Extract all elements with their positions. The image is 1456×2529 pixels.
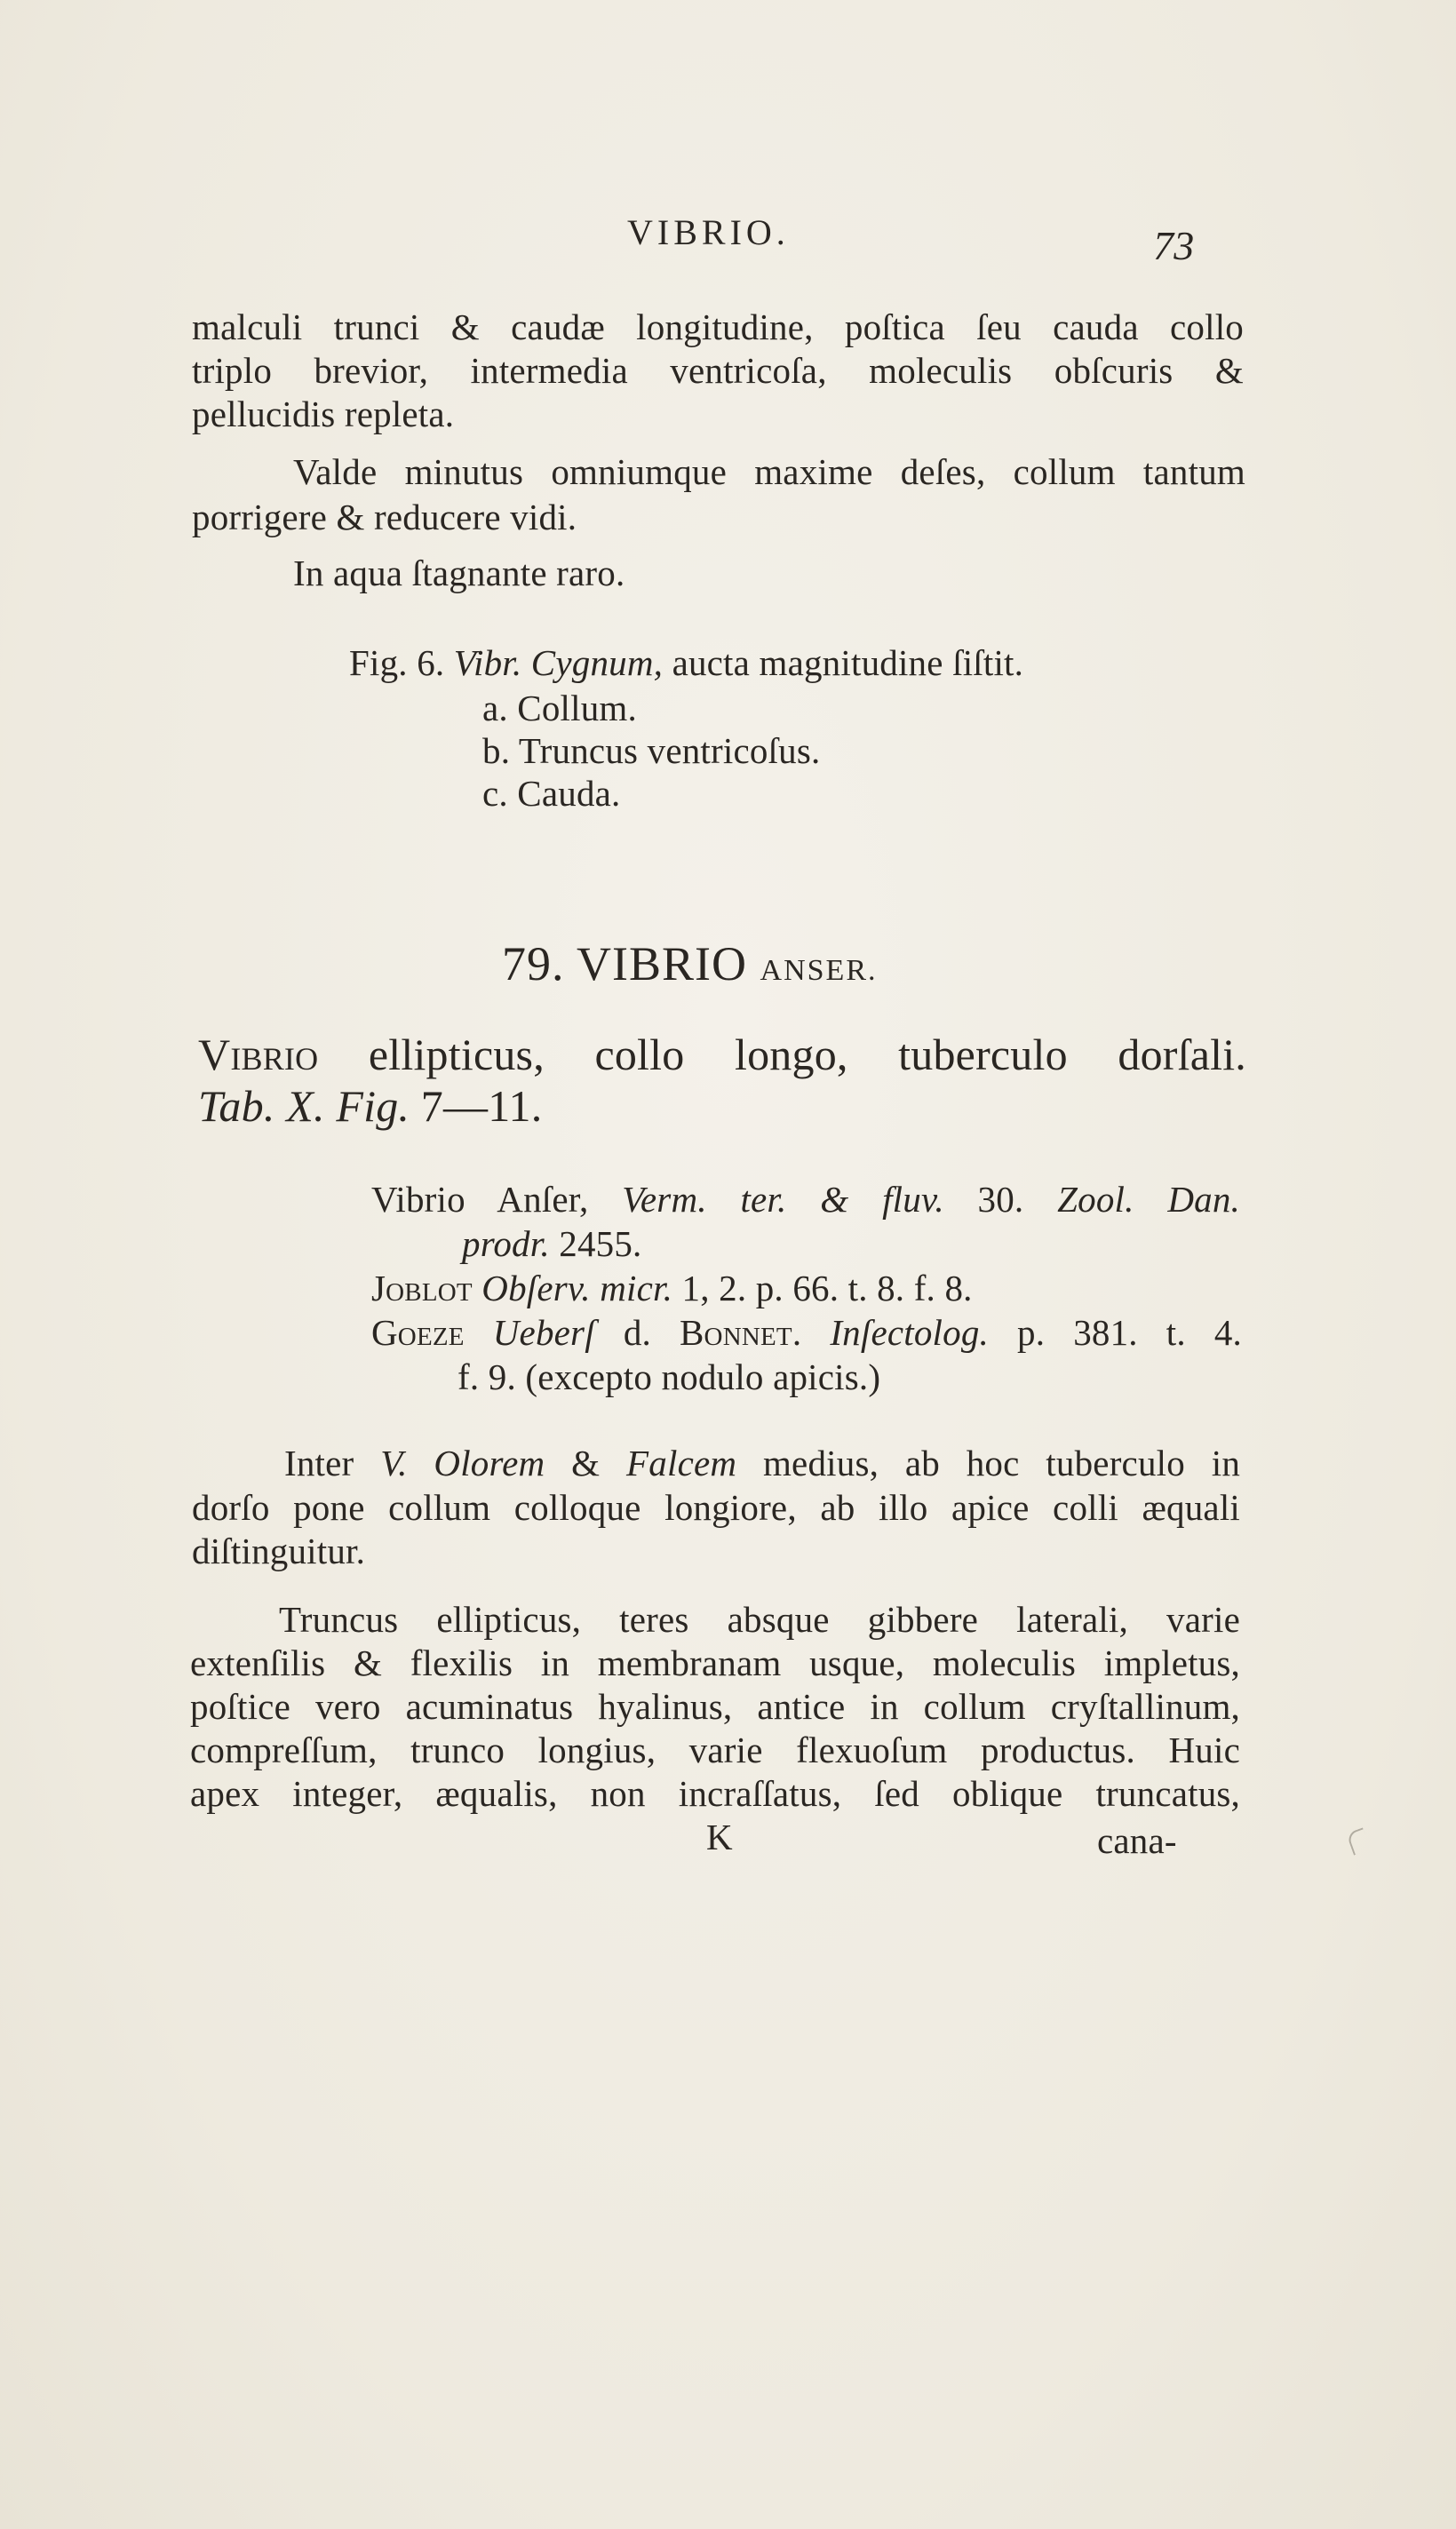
diagnosis-line	[198, 1032, 1246, 1077]
synonym-line-3	[371, 1312, 1243, 1353]
inter-line-1	[284, 1445, 1240, 1482]
figure-legend-line	[349, 642, 1024, 683]
truncus-line-4: compreſſum, trunco longius, varie flexuoſum productus. Huic	[190, 1730, 1240, 1770]
continuation-line-3: pellucidis repleta.	[192, 394, 455, 434]
truncus-line-1: Truncus ellipticus, teres absque gibbere laterali, varie	[279, 1599, 1240, 1640]
synonym-line-1	[371, 1181, 1240, 1218]
syn2-work: Obſerv. micr.	[481, 1268, 673, 1308]
species-heading	[502, 937, 878, 990]
syn3-mid: d.	[623, 1312, 651, 1353]
truncus-line-2: extenſilis & flexilis in membranam usque, moleculis impletus,	[190, 1642, 1240, 1683]
fig-label: Fig. 6.	[349, 642, 445, 683]
syn1-prodr: prodr.	[462, 1223, 550, 1264]
page-number: 73	[1153, 223, 1195, 268]
inter-line-2: dorſo pone collum colloque longiore, ab illo apice colli æquali	[192, 1487, 1240, 1528]
syn1-page: 30.	[977, 1179, 1024, 1220]
diagnosis-tab-ref	[198, 1081, 543, 1131]
tab-ref: Tab. X. Fig.	[198, 1081, 410, 1131]
diagnosis-vibrio: VIBRIO	[198, 1030, 319, 1079]
syn3-work: Ueberſ	[492, 1312, 595, 1353]
diagnosis-text: ellipticus, collo longo, tuberculo dorſali.	[368, 1030, 1246, 1079]
synonym-line-1b	[462, 1223, 642, 1264]
fig-species: Vibr. Cygnum,	[453, 642, 664, 683]
legend-item-a: a. Collum.	[482, 688, 637, 728]
syn1-work2: Zool. Dan.	[1057, 1179, 1240, 1220]
syn1-work: Verm. ter. & fluv.	[622, 1179, 944, 1220]
inter-line-3: diſtinguitur.	[192, 1531, 366, 1571]
inter-and: &	[571, 1443, 601, 1483]
inter-falcem: Falcem	[626, 1443, 737, 1483]
synonym-line-3b: f. 9. (excepto nodulo apicis.)	[457, 1356, 881, 1397]
running-title: VIBRIO.	[627, 212, 790, 252]
truncus-line-5: apex integer, æqualis, non incraſſatus, ſed oblique truncatus,	[190, 1773, 1240, 1814]
valde-line-2: porrigere & reducere vidi.	[192, 497, 577, 537]
fig-rest: aucta magnitudine ſiſtit.	[672, 642, 1024, 683]
species-number: 79.	[502, 937, 565, 990]
syn2-author: Joblot	[371, 1268, 473, 1308]
continuation-line-1: malculi trunci & caudæ longitudine, poſtica ſeu cauda collo	[192, 306, 1244, 347]
syn3-author: Goeze	[371, 1312, 465, 1353]
truncus-line-3: poſtice vero acuminatus hyalinus, antice in collum cryſtallinum,	[190, 1686, 1240, 1727]
continuation-line-2: triplo brevior, intermedia ventricoſa, moleculis obſcuris &	[192, 350, 1244, 391]
valde-line-1: Valde minutus omniumque maxime deſes, collum tantum	[293, 451, 1245, 492]
syn1-name: Vibrio Anſer,	[371, 1179, 589, 1220]
syn3-author2: Bonnet.	[680, 1312, 802, 1353]
syn3-work2: Inſectolog.	[830, 1312, 989, 1353]
inter-olorem: V. Olorem	[380, 1443, 545, 1483]
paper-fold-mark	[1346, 1827, 1371, 1855]
species-genus: VIBRIO	[577, 937, 748, 990]
legend-item-b: b. Truncus ventricoſus.	[482, 730, 821, 771]
legend-item-c: c. Cauda.	[482, 773, 621, 814]
inter-rest: medius, ab hoc tuberculo in	[762, 1443, 1241, 1483]
syn2-ref: 1, 2. p. 66. t. 8. f. 8.	[681, 1268, 973, 1308]
syn1-number: 2455.	[559, 1223, 642, 1264]
species-name: ANSER.	[760, 954, 878, 987]
synonym-line-2	[371, 1270, 973, 1307]
catchword: cana-	[1097, 1820, 1177, 1861]
inter-word: Inter	[284, 1443, 354, 1483]
signature-mark: K	[706, 1817, 733, 1857]
fig-range: 7—11.	[420, 1081, 543, 1131]
syn3-ref: p. 381. t. 4.	[1017, 1312, 1243, 1353]
habitat-line: In aqua ſtagnante raro.	[293, 553, 625, 593]
